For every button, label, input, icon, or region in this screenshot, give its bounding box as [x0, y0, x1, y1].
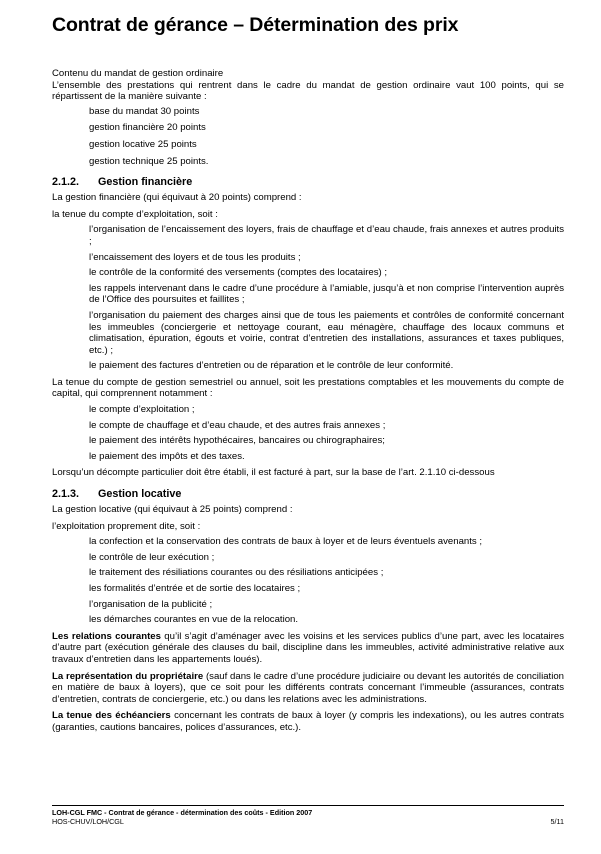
- page-number: 5/11: [550, 817, 564, 826]
- footer-document-title: LOH-CGL FMC - Contrat de gérance - détermination des coûts - Edition 2007: [52, 808, 313, 817]
- echeanciers-text: concernant les contrats de baux à loyer (y compris les indexations), ou les autres contrats (garanties, cautions bancaires, polices d’assurances, etc.).: [52, 710, 564, 733]
- section-lead: La gestion financière (qui équivaut à 20 points) comprend :: [52, 192, 302, 204]
- list-item: le traitement des résiliations courantes ou des résiliations anticipées ;: [89, 567, 384, 579]
- list-item: l’organisation du paiement des charges ainsi que de tous les paiements et contrôles de conformité concernant les immeubles (conciergerie et nettoyage courant, eau ménagère, chauffage des locaux communs et climatisation, épuration, égouts et voirie, contrat d’entretien des installations, assurances et taxes publiques, etc.) ;: [89, 309, 564, 356]
- section-sub-lead: la tenue du compte d’exploitation, soit :: [52, 208, 218, 220]
- list-item: le paiement des intérêts hypothécaires, bancaires ou chirographaires;: [89, 435, 385, 447]
- echeanciers-paragraph: [52, 710, 564, 733]
- list-item: le contrôle de leur exécution ;: [89, 551, 215, 563]
- representation-paragraph: [52, 671, 564, 706]
- intro-paragraph: L’ensemble des prestations qui rentrent dans le cadre du mandat de gestion ordinaire vaut 100 points, qui se répartissent de la manière suivante :: [52, 79, 564, 103]
- relations-lead: Les relations courantes: [52, 630, 161, 642]
- list-item: l’organisation de la publicité ;: [89, 598, 213, 610]
- list-item: le compte de chauffage et d’eau chaude, et des autres frais annexes ;: [89, 419, 386, 431]
- representation-lead: La représentation du propriétaire: [52, 670, 204, 682]
- intro-item: gestion financière 20 points: [89, 122, 206, 134]
- list-item: les formalités d’entrée et de sortie des locataires ;: [89, 583, 301, 594]
- section-heading-locative: [52, 488, 564, 501]
- list-item: le paiement des impôts et des taxes.: [89, 450, 245, 462]
- intro-item: base du mandat 30 points: [89, 105, 200, 117]
- section-number: 2.1.3.: [52, 488, 80, 501]
- list-item: le contrôle de la conformité des versements (comptes des locataires) ;: [89, 267, 388, 279]
- section-title: Gestion locative: [98, 488, 182, 501]
- document-body: [52, 68, 564, 734]
- list-item: la confection et la conservation des contrats de baux à loyer et de leurs éventuels avenants ;: [89, 536, 483, 548]
- relations-paragraph: [52, 631, 564, 666]
- footer-rule: [52, 805, 564, 806]
- section-heading-financiere: [52, 176, 564, 189]
- list-item: l’encaissement des loyers et de tous les produits ;: [89, 251, 301, 263]
- list-item: les rappels intervenant dans le cadre d’une procédure à l’amiable, jusqu’à et non comprise l’intervention auprès de l’Office des poursuites et faillites ;: [89, 282, 564, 306]
- page-title: Contrat de gérance – Détermination des prix: [52, 14, 459, 36]
- relations-text: qu’il s’agit d’aménager avec les voisins et les services publics d’une part, avec les locataires d’autre part (exécution générale des clauses du bail, discipline dans les immeubles, activité administrative relative aux travaux d’entretien dans les appartements loués).: [52, 630, 564, 665]
- intro-item: gestion technique 25 points.: [89, 155, 209, 167]
- echeanciers-lead: La tenue des échéanciers: [52, 710, 171, 722]
- list-item: les démarches courantes en vue de la relocation.: [89, 614, 299, 626]
- section-title: Gestion financière: [98, 176, 193, 189]
- section-sub-lead: l’exploitation proprement dite, soit :: [52, 520, 201, 532]
- representation-text: (sauf dans le cadre d’une procédure judiciaire ou devant les autorités de conciliation en matière de baux à loyers), que ce soit pour les différents contrats concernant l’immeuble (assurances, contrats d’entretien, contrats de conciergerie, etc.) ou dans les relations avec les administrations.: [52, 670, 564, 705]
- page-footer: [52, 805, 564, 826]
- section-number: 2.1.2.: [52, 176, 80, 189]
- footer-row: [52, 817, 564, 826]
- list-item: le compte d’exploitation ;: [89, 404, 195, 416]
- section-paragraph: Lorsqu’un décompte particulier doit être établi, il est facturé à part, sur la base de l’art. 2.1.10 ci-dessous: [52, 467, 495, 479]
- list-item: l’organisation de l’encaissement des loyers, frais de chauffage et d’eau chaude, frais annexes et autres produits ;: [89, 224, 564, 247]
- footer-reference: HOS-CHUV/LOH/CGL: [52, 817, 124, 826]
- section-lead: La gestion locative (qui équivaut à 25 points) comprend :: [52, 504, 293, 516]
- list-item: le paiement des factures d’entretien ou de réparation et le contrôle de leur conformité.: [89, 360, 454, 372]
- section-paragraph: La tenue du compte de gestion semestriel ou annuel, soit les prestations comptables et les mouvements du compte de capital, qui comprennent notamment :: [52, 376, 564, 400]
- intro-heading: Contenu du mandat de gestion ordinaire: [52, 68, 224, 79]
- intro-item: gestion locative 25 points: [89, 138, 197, 150]
